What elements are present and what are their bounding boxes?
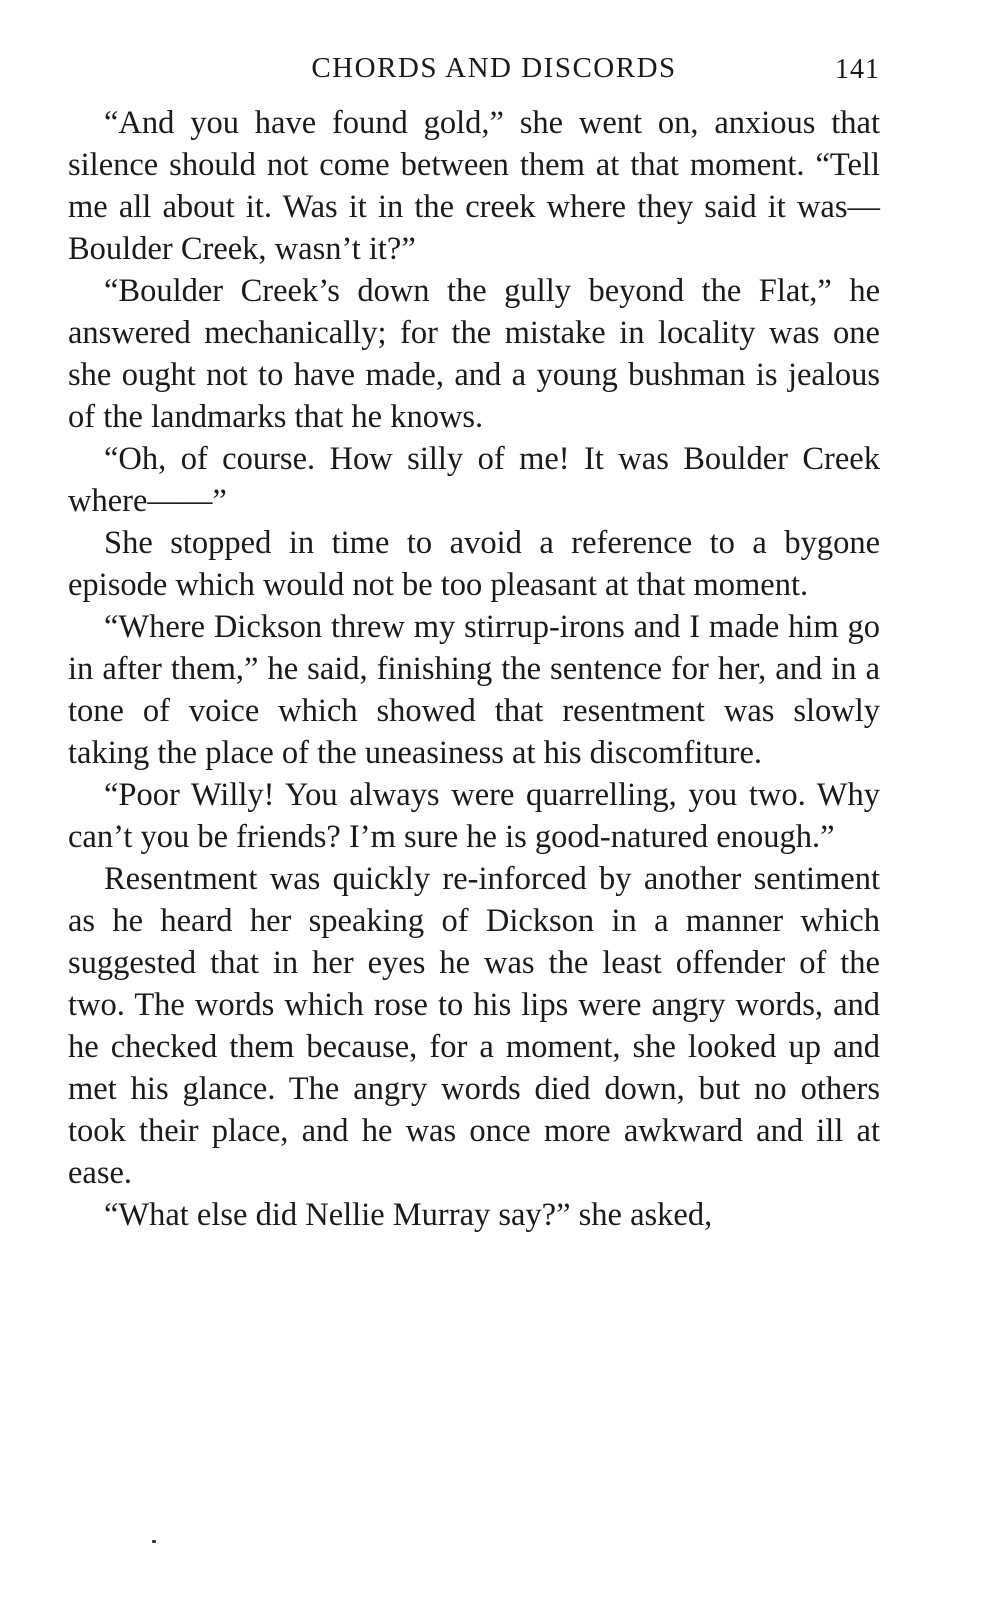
paragraph: Resentment was quickly re-inforced by another sentiment as he heard her speaking of Dickson in a manner which suggested that in her eyes he was the least offender of the two. The words which rose to his lips were angry words, and he checked them because, for a moment, she looked up and met his glance. The angry words died down, but no others took their place, and he was once more awkward and ill at ease.: [68, 861, 880, 1191]
book-page: [68, 52, 880, 1236]
print-speck: [152, 1540, 156, 1543]
paragraph: “Where Dickson threw my stirrup-irons and I made him go in after them,” he said, finishing the sentence for her, and in a tone of voice which showed that resentment was slowly taking the place of the uneasiness at his discomfiture.: [68, 609, 880, 771]
paragraph: “Boulder Creek’s down the gully beyond the Flat,” he answered mechanically; for the mistake in locality was one she ought not to have made, and a young bushman is jealous of the landmarks that he knows.: [68, 273, 880, 435]
body-text: [68, 102, 880, 1236]
running-title: CHORDS AND DISCORDS: [311, 52, 677, 84]
running-head: [68, 52, 880, 92]
paragraph: “And you have found gold,” she went on, anxious that silence should not come between them at that moment. “Tell me all about it. Was it in the creek where they said it was—Boulder Creek, wasn’t it?”: [68, 105, 880, 267]
paragraph: “Poor Willy! You always were quarrelling, you two. Why can’t you be friends? I’m sure he is good-natured enough.”: [68, 777, 880, 855]
paragraph: “What else did Nellie Murray say?” she asked,: [104, 1197, 713, 1233]
page-number: 141: [835, 54, 880, 85]
paragraph: She stopped in time to avoid a reference to a bygone episode which would not be too pleasant at that moment.: [68, 525, 880, 603]
paragraph: “Oh, of course. How silly of me! It was Boulder Creek where——”: [68, 441, 880, 519]
